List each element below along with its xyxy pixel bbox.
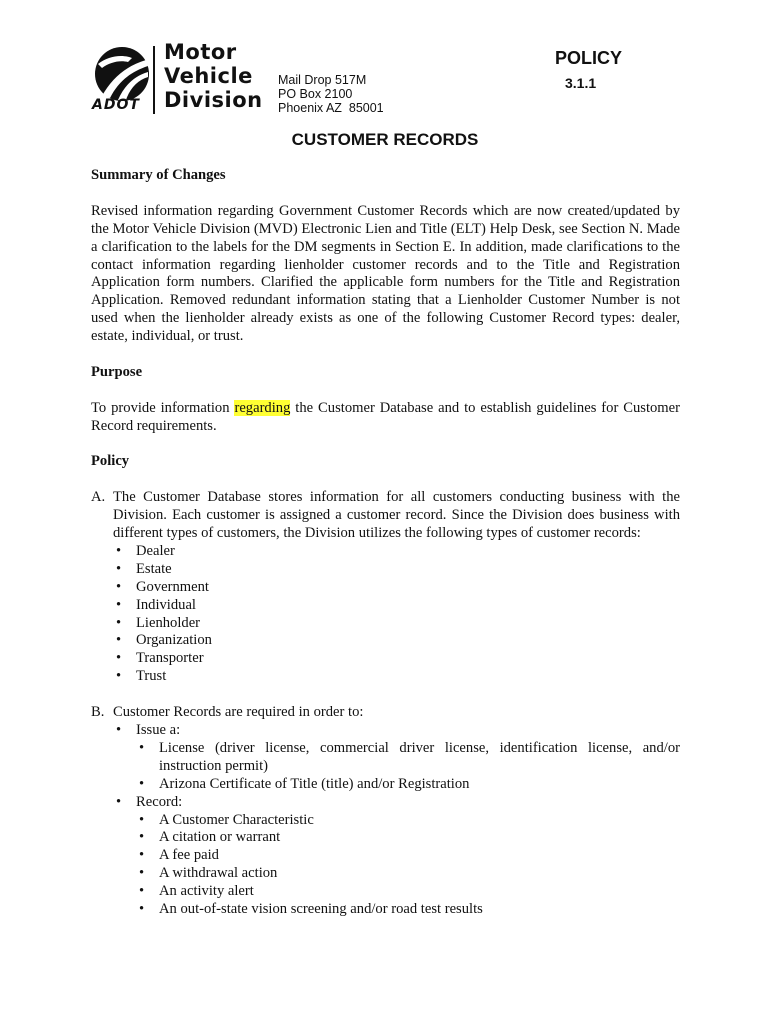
section-b [91, 704, 680, 919]
section-b-text: Customer Records are required in order to: [113, 704, 364, 721]
purpose-text-end: the Customer Database and to establish guidelines for Customer Record requirements. [91, 399, 680, 434]
address-line-mail-drop: Mail Drop 517M [278, 73, 367, 87]
section-a-text: The Customer Database stores information for all customers conducting business with the Division. Each customer is assigned a customer record. Since the Division does business with different types of customers, the Division utilizes the following types of customer records: [113, 489, 680, 542]
requirements-list [113, 722, 680, 919]
policy-number: 3.1.1 [565, 75, 597, 91]
list-item: • Transporter [113, 650, 680, 668]
list-item: • An out-of-state vision screening and/or road test results [136, 901, 680, 919]
mailing-address [278, 73, 384, 115]
address-line-po-box: PO Box 2100 [278, 87, 353, 101]
list-item: • A Customer Characteristic [136, 812, 680, 830]
list-item: • Organization [113, 632, 680, 650]
section-a-letter: A. [91, 489, 106, 506]
document-title: CUSTOMER RECORDS [291, 130, 479, 149]
wordmark-line-vehicle: Vehicle [164, 64, 253, 88]
section-a [91, 489, 680, 686]
purpose-text-start: To provide information [91, 399, 235, 416]
adot-logo-text: ADOT [92, 97, 140, 113]
list-item: • License (driver license, commercial driver license, identification license, and/or instruction permit) [136, 740, 680, 776]
address-line-city: Phoenix AZ 85001 [278, 101, 384, 115]
customer-record-types-list [113, 543, 680, 686]
list-item: • Lienholder [113, 615, 680, 633]
list-item-issue [113, 722, 680, 794]
list-item: • A fee paid [136, 847, 680, 865]
section-b-letter: B. [91, 704, 105, 721]
record-sublist [136, 812, 680, 919]
purpose-text [91, 400, 680, 436]
summary-text: Revised information regarding Government Customer Records which are now created/updated by the Motor Vehicle Division (MVD) Electronic Lien and Title (ELT) Help Desk, see Section N. Made a clarification to the labels for the DM segments in Section E. In addition, made clarifications to the contact information regarding lienholder customer records and to the Title and Registration Application form numbers. Clarified the applicable form numbers for the Title and Registration Application. Removed redundant information stating that a Lienholder Customer Number is not used when the lienholder already exists as one of the following Customer Record types: dealer, estate, individual, or trust. [91, 202, 680, 345]
policy-label: POLICY [555, 48, 623, 68]
mvd-wordmark [164, 40, 263, 112]
policy-heading: Policy [91, 453, 130, 470]
list-item-record [113, 794, 680, 919]
issue-sublist [136, 740, 680, 794]
purpose-heading: Purpose [91, 363, 143, 380]
highlighted-word: regarding [234, 399, 291, 416]
record-label: Record: [136, 793, 183, 810]
list-item: • A citation or warrant [136, 829, 680, 847]
list-item: • Arizona Certificate of Title (title) and/or Registration [136, 776, 680, 794]
document-body [91, 167, 680, 919]
list-item: • Individual [113, 597, 680, 615]
list-item: • An activity alert [136, 883, 680, 901]
list-item: • Dealer [113, 543, 680, 561]
list-item: • Government [113, 579, 680, 597]
list-item: • Estate [113, 561, 680, 579]
summary-heading: Summary of Changes [91, 167, 226, 183]
list-item: • A withdrawal action [136, 865, 680, 883]
list-item: • Trust [113, 668, 680, 686]
logo-divider [153, 46, 155, 114]
issue-label: Issue a: [136, 722, 181, 738]
wordmark-line-motor: Motor [164, 40, 237, 64]
wordmark-line-division: Division [164, 88, 263, 112]
